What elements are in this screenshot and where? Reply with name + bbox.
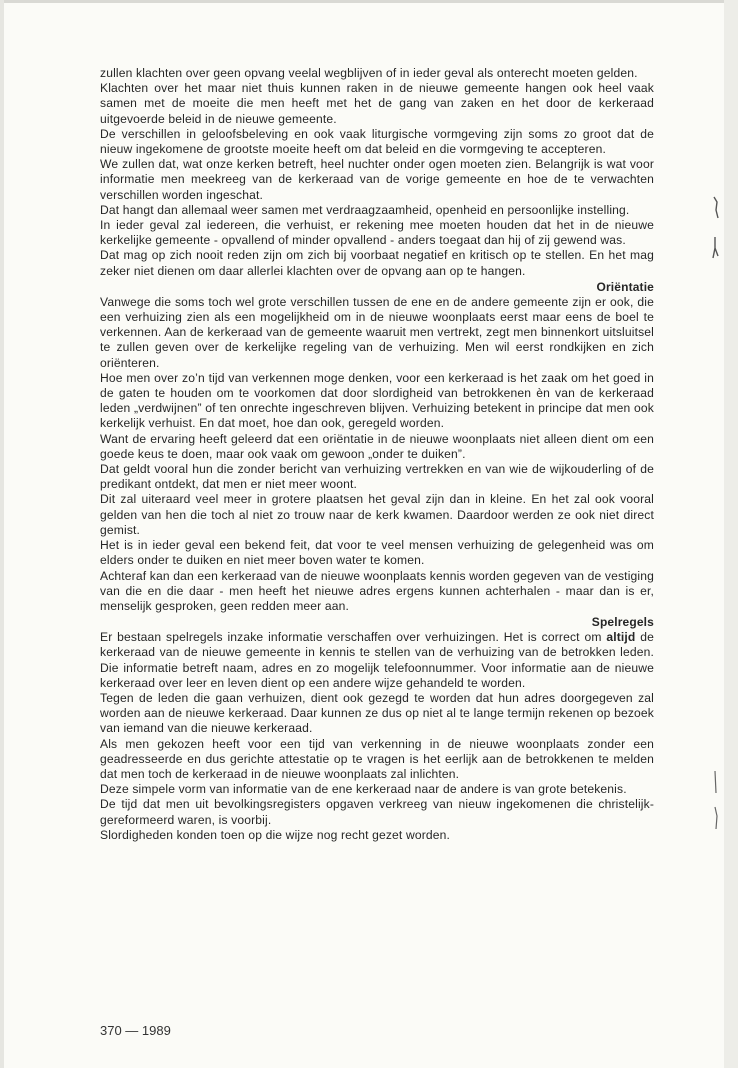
paragraph: Hoe men over zo’n tijd van verkennen moge denken, voor een kerkeraad is het zaak om het goed in de gaten te houden om te voorkomen dat door slordigheid van betrokkenen èn van de kerkeraad leden „verdwijnen” of ten onrechte ingeschreven blijven. Verhuizing betekent in principe dat men ook kerkelijk verhuist. En dat moet, hoe dan ook, geregeld worden.	[100, 370, 654, 431]
page-footer: 370 — 1989	[100, 1023, 171, 1038]
page-top-edge	[0, 0, 738, 3]
paragraph: Want de ervaring heeft geleerd dat een oriëntatie in de nieuwe woonplaats niet alleen dient om een goede keus te doen, maar ook vaak om gewoon „onder te duiken”.	[100, 431, 654, 461]
paragraph: zullen klachten over geen opvang veelal wegblijven of in ieder geval als onterecht moeten gelden.	[100, 66, 638, 80]
paragraph: Dat geldt vooral hun die zonder bericht van verhuizing vertrekken en van wie de wijkouderling of de predikant ontdekt, dat men er niet meer woont.	[100, 462, 654, 492]
paragraph: In ieder geval zal iedereen, die verhuist, er rekening mee moeten houden dat het in de nieuwe kerkelijke gemeente - opvallend of minder opvallend - anders toegaat dan hij of zij gewend was.	[100, 218, 654, 248]
page-left-edge	[0, 0, 4, 1068]
paragraph: Slordigheden konden toen op die wijze nog recht gezet worden.	[100, 827, 451, 842]
paragraph: We zullen dat, wat onze kerken betreft, heel nuchter onder ogen moeten zien. Belangrijk is wat voor informatie men meekreeg van de kerkeraad van de vorige gemeente en hoe de te verwachten verschillen worden ingeschat.	[100, 157, 654, 202]
section-heading-orientatie: Oriëntatie	[596, 279, 654, 294]
article-body	[100, 66, 654, 843]
paragraph: De verschillen in geloofsbeleving en ook vaak liturgische vormgeving zijn soms zo groot dat de nieuw ingekomene de grootste moeite heeft om dat beleid en die vormgeving te accepteren.	[100, 126, 654, 157]
paragraph: Dat mag op zich nooit reden zijn om zich bij voorbaat negatief en kritisch op te stellen. En het mag zeker niet dienen om daar allerlei klachten over de opvang aan op te hangen.	[100, 248, 654, 278]
scan-mark	[712, 196, 720, 220]
scan-mark	[712, 770, 720, 794]
paragraph: De tijd dat men uit bevolkingsregisters opgaven verkreeg van nieuw ingekomenen die christelijk-gereformeerd waren, is voorbij.	[100, 797, 654, 827]
page-right-edge	[724, 0, 738, 1068]
paragraph: Deze simpele vorm van informatie van de ene kerkeraad naar de andere is van grote betekenis.	[100, 782, 627, 797]
text-run: Er bestaan spelregels inzake informatie verschaffen over verhuizingen. Het is correct om	[100, 630, 607, 645]
paragraph: Als men gekozen heeft voor een tijd van verkenning in de nieuwe woonplaats zonder een geadresseerde en dus gerichte attestatie op te vragen is het eerlijk aan de betrokkenen te melden dat men toch de kerkeraad in de nieuwe woonplaats zal inlichten.	[100, 736, 654, 781]
paragraph: Vanwege die soms toch wel grote verschillen tussen de ene en de andere gemeente zijn er ook, die een verhuizing zien als een mogelijkheid om in de nieuwe woonplaats eerst maar eens de boel te verkennen. Aan de kerkeraad van de gemeente waaruit men vertrekt, zegt men binnenkort uitsluitsel te zullen geven over de kerkelijke regeling van de verhuizing. Men wil eerst rondkijken en zich oriënteren.	[100, 294, 654, 370]
paragraph: Tegen de leden die gaan verhuizen, dient ook gezegd te worden dat hun adres doorgegeven zal worden aan de nieuwe kerkeraad. Daar kunnen ze dus op niet al te lange termijn rekenen op bezoek van iemand van die nieuwe kerkeraad.	[100, 690, 654, 736]
paragraph: Dat hangt dan allemaal weer samen met verdraagzaamheid, openheid en persoonlijke instelling.	[100, 202, 630, 217]
text-run: de kerkeraad van de nieuwe gemeente in kennis te stellen van de verhuizing van de betrokken leden. Die informatie betreft naam, adres en zo mogelijk telefoonnummer. Voor informatie aan de nieuwe kerkeraad over leer en leven dient op een andere wijze gehandeld te worden.	[100, 630, 655, 690]
paragraph: Dit zal uiteraard veel meer in grotere plaatsen het geval zijn dan in kleine. En het zal ook vooral gelden van hen die toch al niet zo trouw naar de kerk kwamen. Daardoor werden ze ook niet direct gemist.	[100, 492, 654, 537]
paragraph	[100, 630, 654, 691]
scan-mark	[712, 236, 720, 260]
paragraph: Klachten over het maar niet thuis kunnen raken in de nieuwe gemeente hangen ook heel vaak samen met de moeite die men heeft met het de gang van zaken en het door de kerkeraad uitgevoerde beleid in de nieuwe gemeente.	[100, 81, 654, 126]
section-heading-spelregels: Spelregels	[591, 615, 654, 630]
scan-mark	[712, 806, 720, 830]
paragraph: Het is in ieder geval een bekend feit, dat voor te veel mensen verhuizing de gelegenheid was om elders onder te duiken en niet meer boven water te komen.	[100, 538, 654, 568]
emphasis-altijd: altijd	[606, 630, 636, 645]
paragraph: Achteraf kan dan een kerkeraad van de nieuwe woonplaats kennis worden gegeven van de vestiging van die en die daar - men heeft het nieuwe adres ergens kunnen achterhalen - maar dan is er, menselijk gesproken, geen redden meer aan.	[100, 568, 654, 613]
